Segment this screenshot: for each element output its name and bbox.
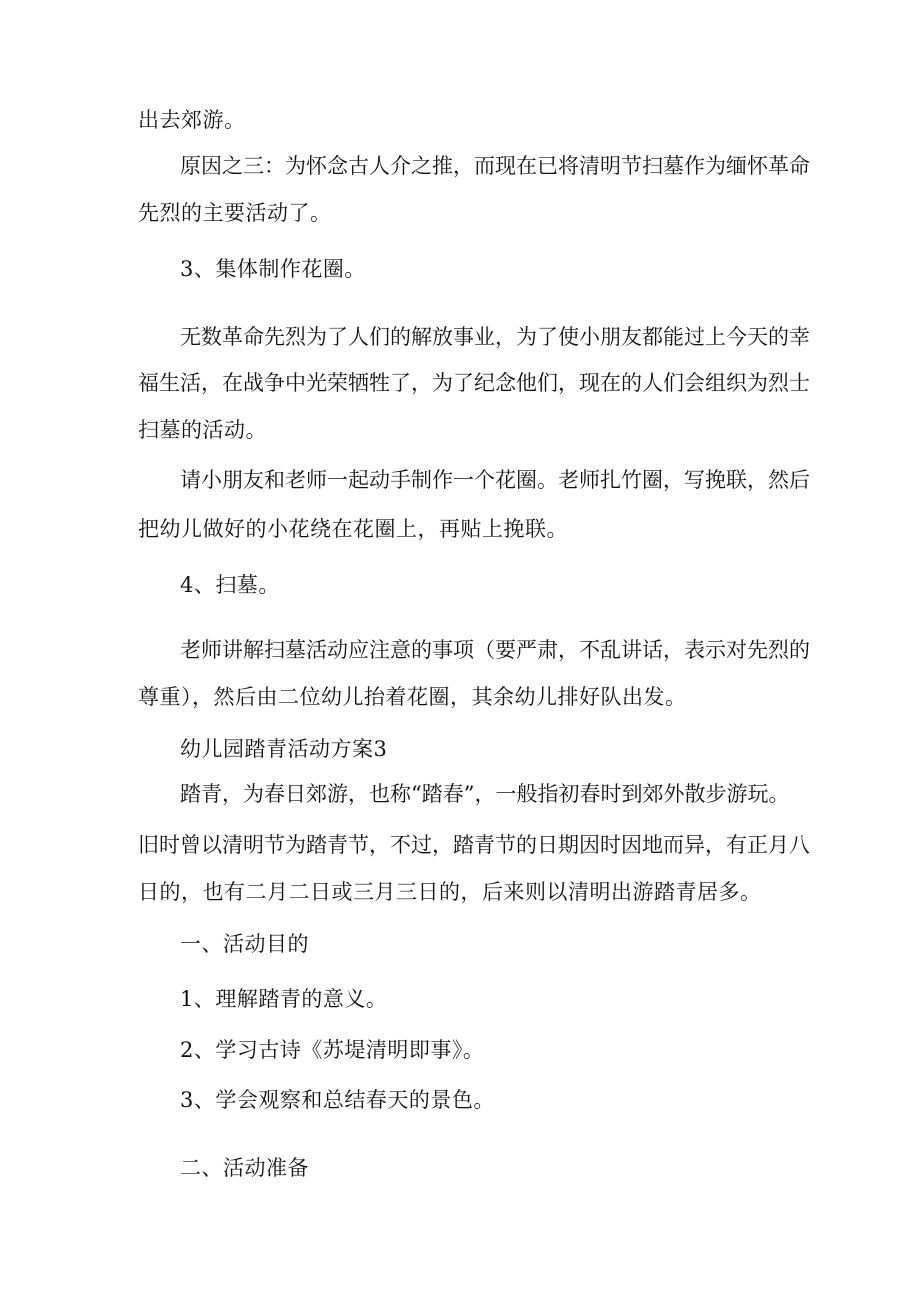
text-line: 老师讲解扫墓活动应注意的事项（要严肃，不乱讲话，表示对先烈的 [180, 638, 810, 662]
text-line: 请小朋友和老师一起动手制作一个花圈。老师扎竹圈，写挽联，然后 [180, 468, 810, 492]
text-line: 把幼儿做好的小花绕在花圈上，再贴上挽联。 [138, 517, 568, 541]
text-line: 旧时曾以清明节为踏青节，不过，踏青节的日期因时因地而异，有正月八 [138, 833, 810, 857]
section-heading: 4、扫墓。 [180, 573, 280, 597]
text-line: 尊重），然后由二位幼儿抬着花圈，其余幼儿排好队出发。 [138, 685, 687, 709]
list-item: 3、学会观察和总结春天的景色。 [180, 1088, 495, 1112]
text-line: 福生活，在战争中光荣牺牲了，为了纪念他们，现在的人们会组织为烈士 [138, 371, 810, 395]
text-line: 日的，也有二月二日或三月三日的，后来则以清明出游踏青居多。 [138, 880, 762, 904]
text-line: 无数革命先烈为了人们的解放事业，为了使小朋友都能过上今天的幸 [180, 325, 810, 349]
document-title: 幼儿园踏青活动方案3 [180, 737, 388, 761]
text-line: 先烈的主要活动了。 [138, 201, 332, 225]
list-item: 1、理解踏青的意义。 [180, 987, 388, 1011]
section-heading: 一、活动目的 [180, 932, 309, 956]
section-heading: 3、集体制作花圈。 [180, 257, 366, 281]
text-line: 原因之三：为怀念古人介之推，而现在已将清明节扫墓作为缅怀革命 [180, 154, 810, 178]
text-line: 扫墓的活动。 [138, 418, 267, 442]
list-item: 2、学习古诗《苏堤清明即事》。 [180, 1038, 485, 1062]
text-line: 出去郊游。 [138, 108, 246, 132]
section-heading: 二、活动准备 [180, 1156, 309, 1180]
text-line: 踏青，为春日郊游，也称“踏春”，一般指初春时到郊外散步游玩。 [180, 782, 790, 806]
